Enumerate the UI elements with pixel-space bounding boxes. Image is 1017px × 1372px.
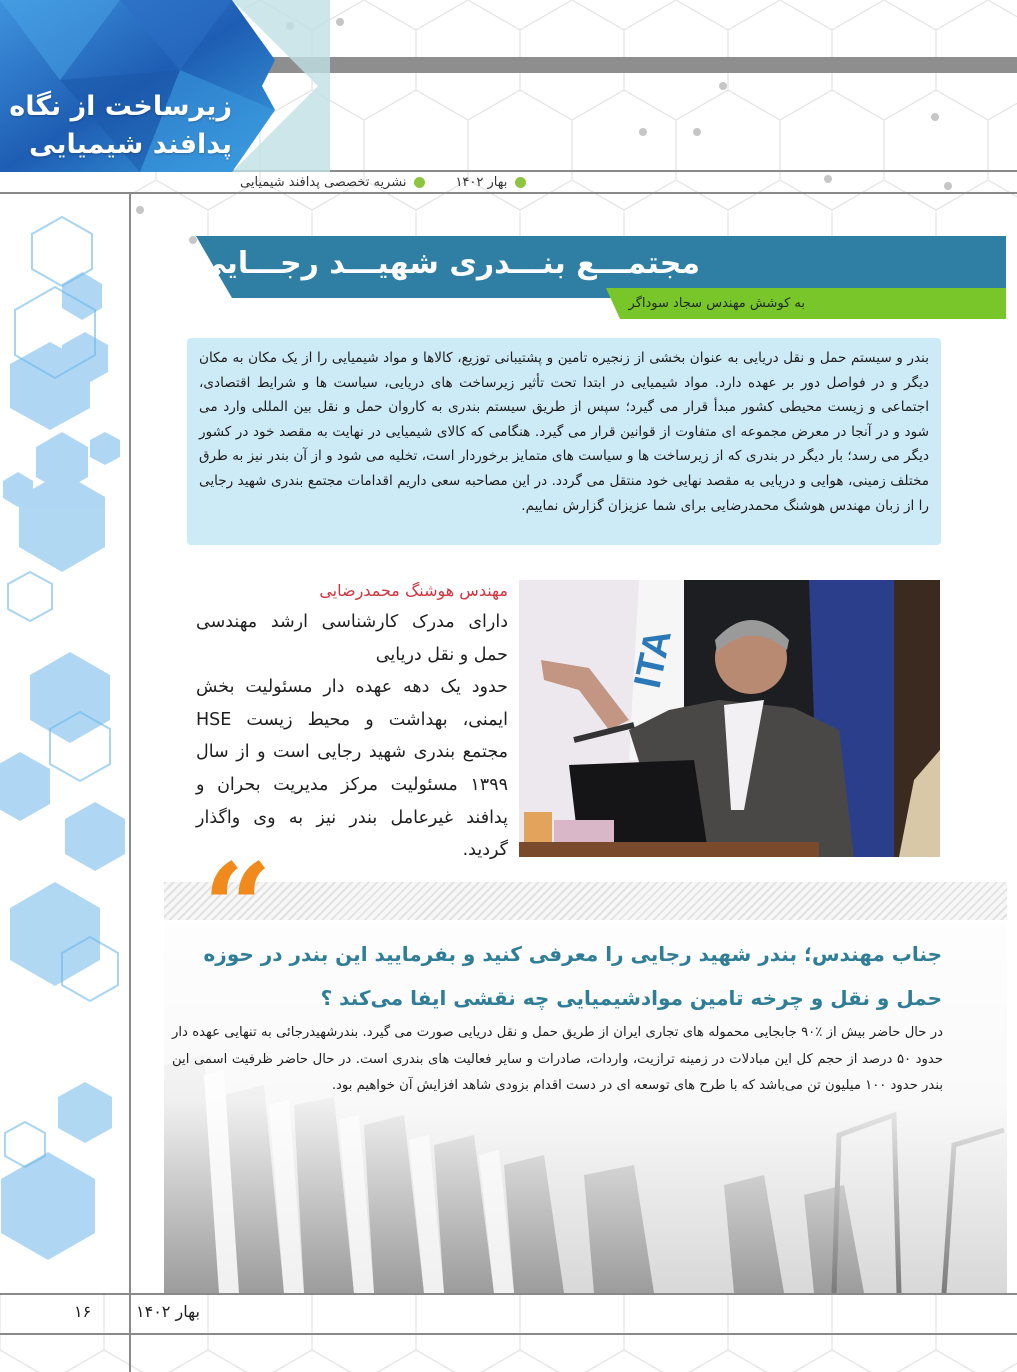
issue-label: بهار ۱۴۰۲ [455, 174, 508, 190]
section-title [9, 88, 232, 164]
section-title-line1: زیرساخت از نگاه [9, 91, 232, 122]
profile-bio-line: دارای مدرک کارشناسی ارشد مهندسی حمل و نقل دریایی [196, 612, 508, 665]
top-gray-bar [262, 57, 1017, 73]
author-credit: به کوشش مهندس سجاد سوداگر [628, 296, 805, 311]
footer-rule-top [0, 1293, 1017, 1295]
profile-block [196, 578, 508, 867]
footer-rule-bottom [0, 1333, 1017, 1335]
magazine-name: نشریه تخصصی پدافند شیمیایی [240, 174, 407, 190]
footer-season: بهار ۱۴۰۲ [136, 1302, 200, 1321]
profile-name: مهندس هوشنگ محمدرضایی [319, 581, 508, 600]
intro-box [187, 338, 941, 545]
header-rule-bottom [0, 192, 1017, 194]
interview-question: جناب مهندس؛ بندر شهید رجایی را معرفی کنید و بفرمایید این بندر در حوزه حمل و نقل و چرخه تامین موادشیمیایی چه نقشی ایفا می‌کند ؟ [203, 942, 942, 1010]
profile-bio-line: حدود یک دهه عهده دار مسئولیت بخش ایمنی، بهداشت و محیط زیست HSE مجتمع بندری شهید رجایی است و از سال ۱۳۹۹ مسئولیت مرکز مدیریت بحران و پدافند غیرعامل بندر نیز به وی واگذار گردید. [196, 677, 508, 861]
magazine-info [240, 172, 526, 192]
section-title-line2: پدافند شیمیایی [29, 129, 232, 160]
quote-mark-icon: “ [203, 837, 273, 978]
profile-bio [196, 606, 508, 867]
interview-answer: در حال حاضر بیش از ٪۹۰ جابجایی محموله های تجاری ایران از طریق حمل و نقل دریایی صورت می گیرد. بندرشهیدرجائی به تنهایی عهده دار حدود ۵۰ درصد از حجم کل این مبادلات در زمینه ترازیت، واردات، صادرات و سایر فعالیت های بندری است. در حال حاضر ظرفیت اسمی این بندر حدود ۱۰۰ میلیون تن می‌باشد که با طرح های توسعه ای در دست اقدام بزودی شاهد افزایش آن خواهیم بود. [172, 1025, 943, 1093]
left-hex-decoration [0, 192, 130, 1292]
speaker-photo [519, 580, 940, 857]
article-title: مجتمـــع بنـــدری شهیـــد رجـــایی [196, 246, 700, 281]
green-dot-icon [414, 177, 425, 188]
svg-text:ITA: ITA [626, 626, 680, 692]
green-dot-icon [515, 177, 526, 188]
intro-text: بندر و سیستم حمل و نقل دریایی به عنوان بخشی از زنجیره تامین و پشتیبانی توزیع، کالاها و مواد شیمیایی را از یک مکان به مکان دیگر و در فواصل دور بر عهده دارد. مواد شیمیایی در ابتدا تحت تأثیر زیرساخت های دریایی، سیاست ها و شرایط اقتصادی، اجتماعی و زیست محیطی کشور مبدأ قرار می گیرد؛ سپس از طریق سیستم بندری به کاروان حمل و نقل بین المللی وارد می شود و در آنجا در معرض مجموعه ای متفاوت از قوانین قرار می گیرد. هنگامی که کالای شیمیایی در نهایت به مقصد خود در کشور دیگر می رسد؛ بار دیگر در بندری که از زیرساخت ها و سیاست های متمایز برخوردار است، تخلیه می شود و از آن بندر نیز به طرق مختلف زمینی، هوایی و دریایی به مقصد نهایی خود منتقل می گردد. در این مصاحبه سعی داریم اقدامات مجتمع بندری شهید رجایی را از زبان مهندس هوشنگ محمدرضایی برای شما عزیزان گزارش نماییم. [199, 350, 929, 514]
page-number: ۱۶ [74, 1302, 92, 1321]
hatched-divider [164, 882, 1007, 920]
